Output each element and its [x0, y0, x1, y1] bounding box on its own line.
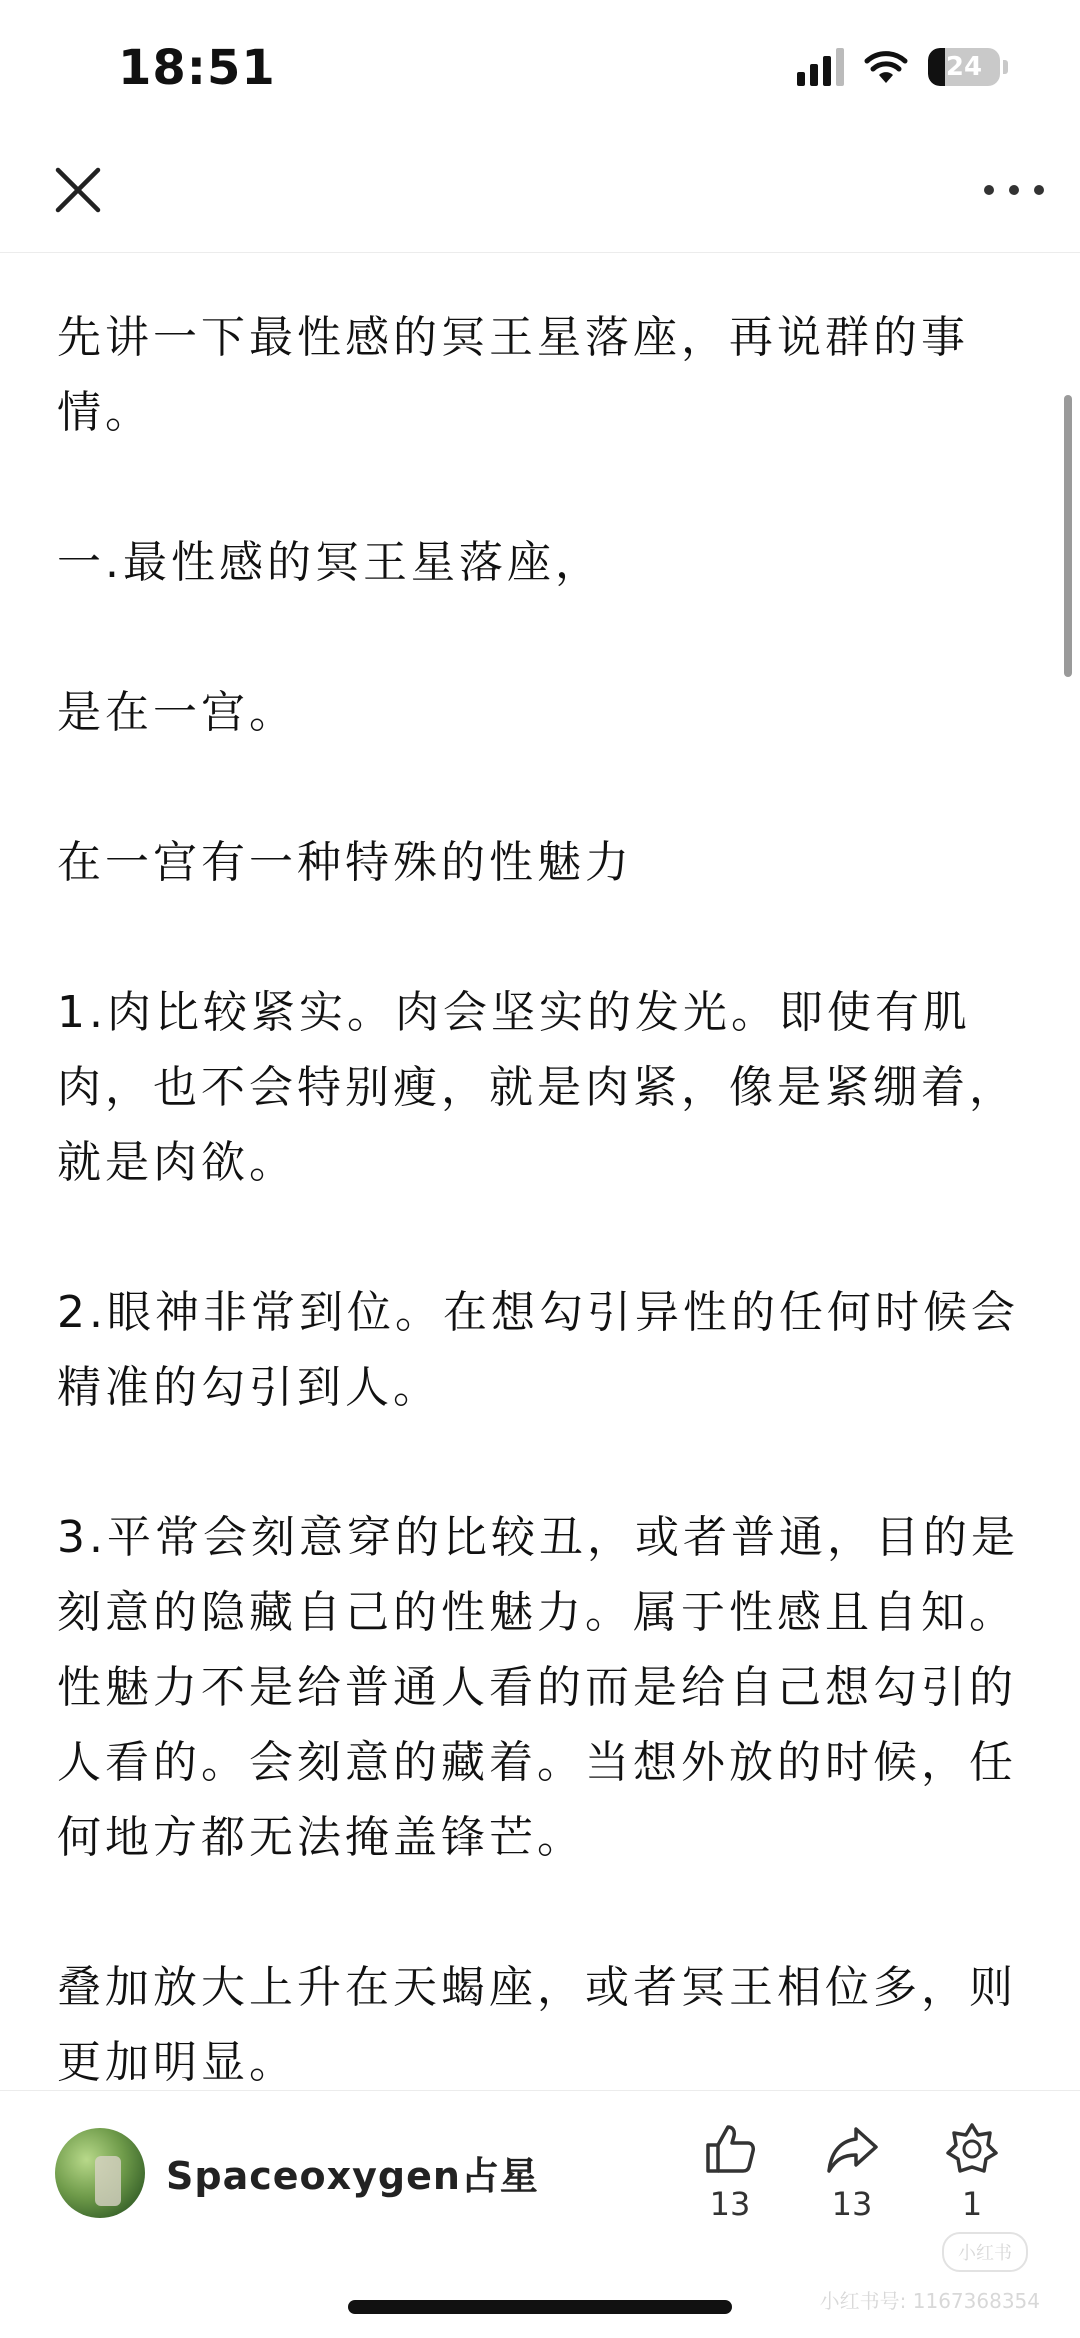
paragraph: 是在一宫。 [57, 687, 297, 738]
paragraph: 2.眼神非常到位。在想勾引异性的任何时候会精准的勾引到人。 [57, 1287, 1019, 1413]
watermark: 小红书号: 1167368354 [819, 2289, 1040, 2313]
cellular-signal-icon [797, 48, 844, 86]
star-icon [944, 2121, 1000, 2177]
status-bar [0, 0, 1080, 140]
more-icon[interactable] [984, 170, 1044, 210]
like-count: 13 [709, 2185, 751, 2223]
close-icon[interactable] [50, 162, 106, 218]
paragraph: 先讲一下最性感的冥王星落座，再说群的事情。 [57, 312, 969, 438]
battery-level: 24 [945, 52, 983, 82]
nav-bar [0, 140, 1080, 253]
status-time: 18:51 [118, 40, 276, 96]
battery-cap [1003, 60, 1008, 74]
paragraph: 3.平常会刻意穿的比较丑，或者普通，目的是刻意的隐藏自己的性魅力。属于性感且自知。性魅力不是给普通人看的而是给自己想勾引的人看的。会刻意的藏着。当想外放的时候，任何地方都无法掩盖锋芒。 [57, 1512, 1019, 1863]
paragraph: 叠加放大上升在天蝎座，或者冥王相位多，则更加明显。 [57, 1962, 1017, 2088]
paragraph: 在一宫有一种特殊的性魅力 [57, 837, 633, 888]
share-button[interactable] [812, 2121, 892, 2223]
author-name[interactable]: Spaceoxygen占星 [166, 2154, 539, 2198]
note-content [57, 300, 1032, 2090]
like-button[interactable] [690, 2121, 770, 2223]
paragraph: 1.肉比较紧实。肉会坚实的发光。即使有肌肉，也不会特别瘦，就是肉紧，像是紧绷着，就是肉欲。 [57, 987, 1017, 1188]
share-icon [824, 2121, 880, 2177]
scrollbar[interactable] [1064, 395, 1072, 677]
avatar[interactable] [55, 2128, 145, 2218]
collect-button[interactable] [932, 2121, 1012, 2223]
watermark-logo: 小红书 [942, 2232, 1028, 2272]
status-icons [797, 48, 1008, 86]
thumbs-up-icon [702, 2121, 758, 2177]
collect-count: 1 [961, 2185, 983, 2223]
share-count: 13 [831, 2185, 873, 2223]
wifi-icon [864, 49, 908, 85]
home-indicator[interactable] [348, 2300, 732, 2314]
battery-icon [928, 48, 1000, 86]
paragraph: 一.最性感的冥王星落座， [57, 537, 603, 588]
